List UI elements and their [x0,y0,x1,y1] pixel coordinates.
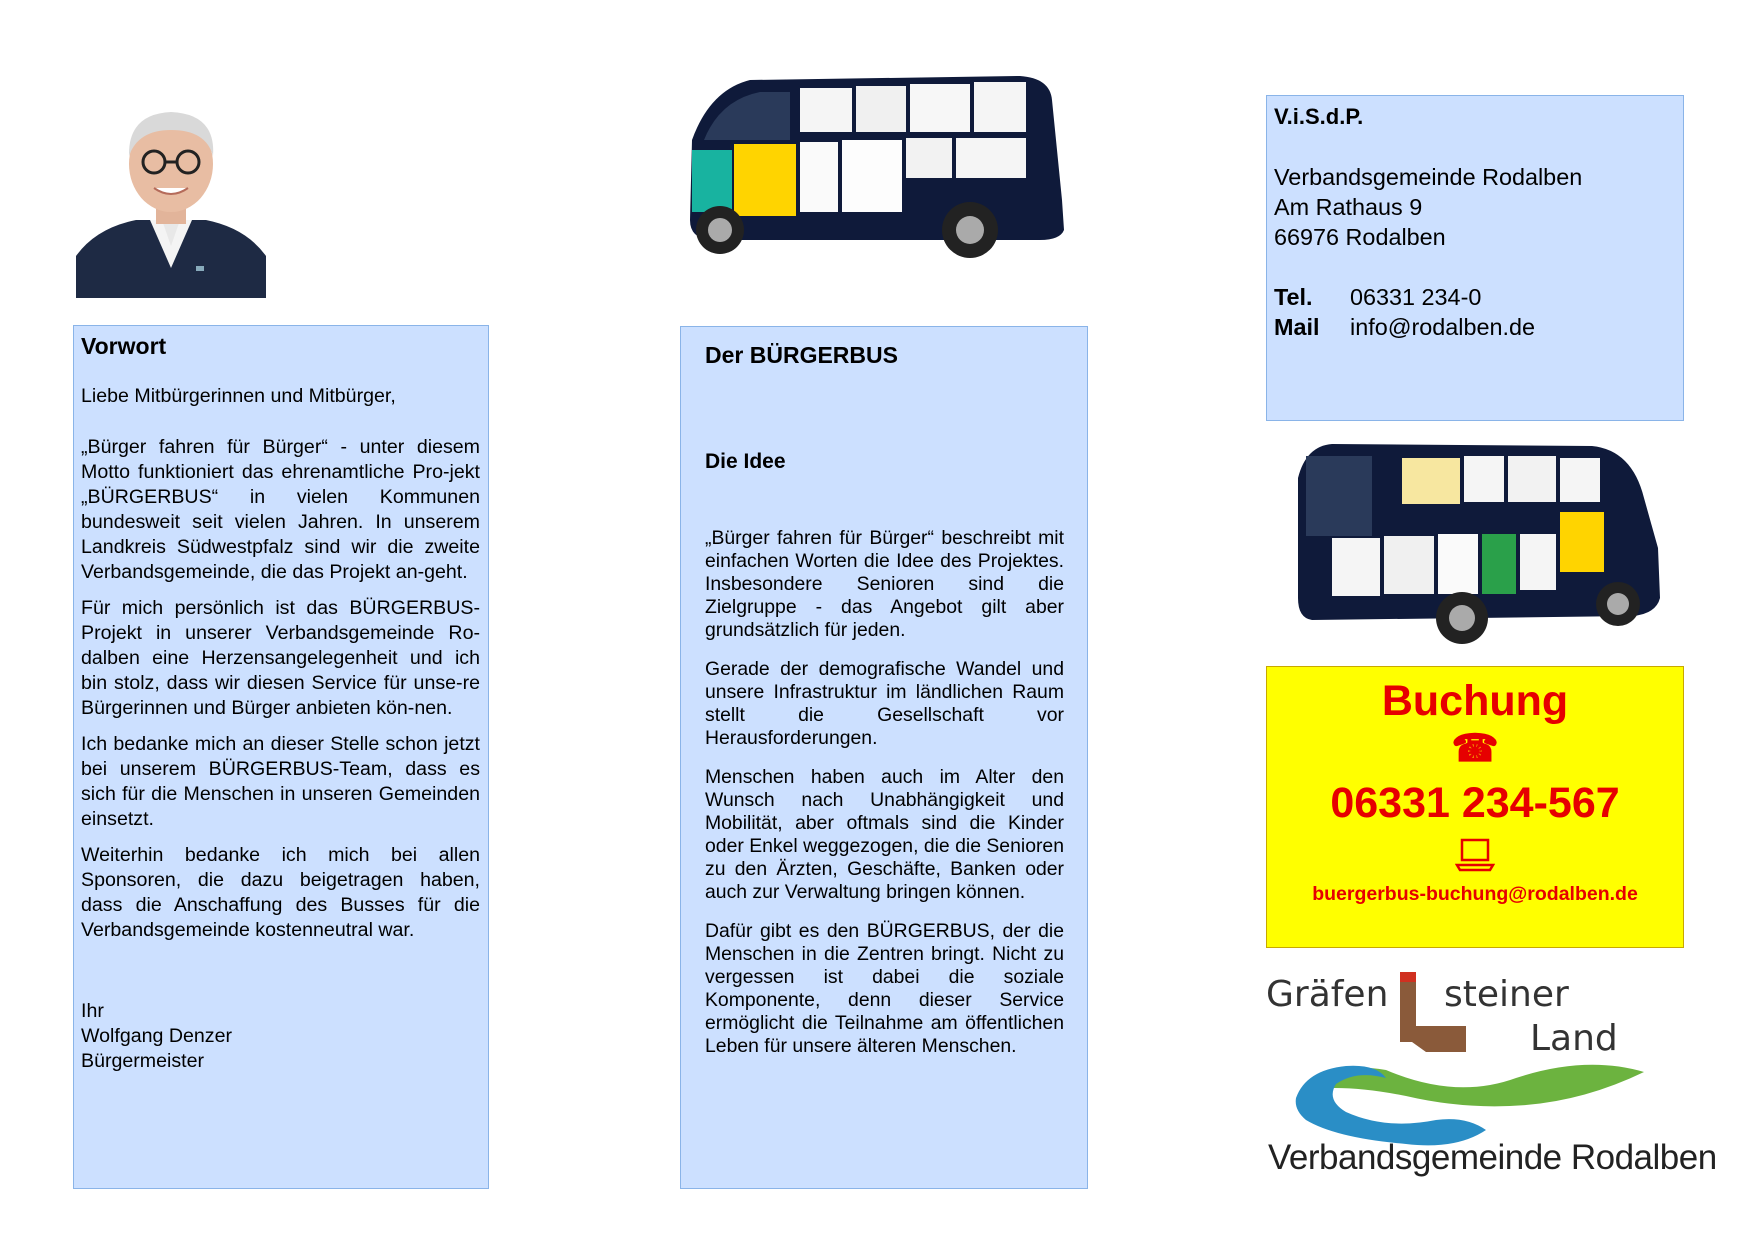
idee-subtitle: Die Idee [705,450,786,473]
vorwort-paragraph: Für mich persönlich ist das BÜRGERBUS-Projekt in unserer Verbandsgemeinde Ro-dalben eine Herzensangelegenheit und ich bin stolz, dass wir diesen Service für unse-re Bürgerinnen und Bürger anbieten kön-nen. [81,597,480,719]
impressum-tel-row [1274,282,1676,312]
logo-text-graefen: Gräfen [1266,974,1389,1015]
buergerbus-panel [680,326,1088,1189]
signature-role: Bürgermeister [81,1050,205,1072]
vorwort-signature [81,999,480,1074]
vorwort-panel [73,325,489,1189]
telephone-icon: ☎ [1451,728,1499,770]
buergerbus-van-rear-image [1292,438,1664,650]
logo-text-land: Land [1530,1018,1618,1059]
impressum-title: V.i.S.d.P. [1274,104,1364,129]
impressum-panel [1266,95,1684,421]
logo-text-steiner: steiner [1444,974,1569,1015]
buergerbus-van-side-image [680,70,1080,270]
tel-label: Tel. [1274,284,1313,310]
signature-name: Wolfgang Denzer [81,1025,233,1047]
impressum-mail-row [1274,312,1676,342]
impressum-city: 66976 Rodalben [1274,224,1446,250]
impressum-org: Verbandsgemeinde Rodalben [1274,164,1583,190]
signature-closing: Ihr [81,1000,104,1022]
buchung-title: Buchung [1381,677,1569,725]
buchung-panel [1266,666,1684,948]
vorwort-title: Vorwort [81,333,167,359]
vorwort-paragraph: Ich bedanke mich an dieser Stelle schon jetzt bei unserem BÜRGERBUS-Team, dass es sich für die Menschen in unseren Gemeinden einsetzt. [81,733,480,830]
vorwort-greeting: Liebe Mitbürgerinnen und Mitbürger, [81,385,396,407]
laptop-icon [1267,831,1683,879]
vorwort-paragraph: Weiterhin bedanke ich mich bei allen Sponsoren, die dazu beigetragen haben, dass die Anschaffung des Busses für die Verbandsgemeinde kostenneutral war. [81,844,480,941]
buchung-email: buergerbus-buchung@rodalben.de [1312,883,1638,905]
mayor-portrait [76,96,266,298]
logo-org-name: Verbandsgemeinde Rodalben [1268,1138,1717,1177]
mail-value: info@rodalben.de [1350,314,1536,340]
buergerbus-paragraph: „Bürger fahren für Bürger“ beschreibt mit einfachen Worten die Idee des Projektes. Insbesondere Senioren sind die Zielgruppe - das Angebot gilt aber grundsätzlich für jeden. [705,527,1064,641]
mail-label: Mail [1274,314,1320,340]
buergerbus-paragraph: Gerade der demografische Wandel und unsere Infrastruktur im ländlichen Raum stellt die Gesellschaft vor Herausforderungen. [705,658,1064,749]
buergerbus-title: Der BÜRGERBUS [705,342,898,368]
tel-value: 06331 234-0 [1350,284,1482,310]
vorwort-paragraph: „Bürger fahren für Bürger“ - unter diesem Motto funktioniert das ehrenamtliche Pro-jekt „BÜRGERBUS“ in vielen Kommunen bundesweit seit vielen Jahren. In unserem Landkreis Südwestpfalz sind wir die zweite Verbandsgemeinde, die das Projekt an-geht. [81,436,480,583]
buchung-phone-number: 06331 234-567 [1330,779,1620,827]
buergerbus-paragraph: Dafür gibt es den BÜRGERBUS, der die Menschen in die Zentren bringt. Nicht zu vergessen ist dabei die soziale Komponente, denn dieser Service ermöglicht die Teilnahme am öffentlichen Leben für unsere älteren Menschen. [705,920,1064,1057]
impressum-street: Am Rathaus 9 [1274,194,1423,220]
buergerbus-paragraph: Menschen haben auch im Alter den Wunsch nach Unabhängigkeit und Mobilität, aber oftmals sind die Kinder oder Enkel weggezogen, die die Senioren zu den Ärzten, Geschäfte, Banken oder auch zur Verwaltung bringen können. [705,766,1064,903]
